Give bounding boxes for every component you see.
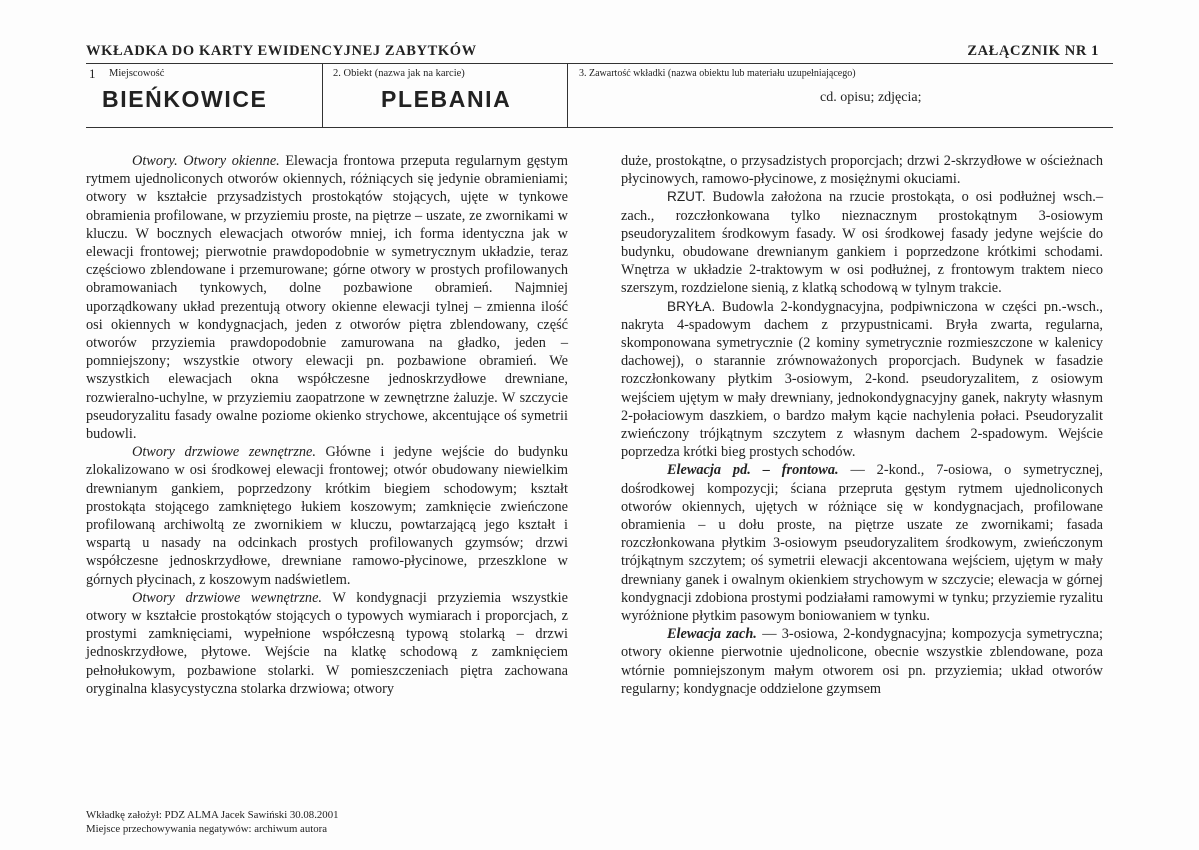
heading-south-elevation: Elewacja pd. – frontowa. <box>667 462 839 479</box>
paragraph-openings-windows <box>86 152 568 443</box>
heading-interior-doors: Otwory drzwiowe wewnętrzne. <box>132 589 323 606</box>
paragraph-exterior-doors <box>86 443 568 589</box>
paragraph-south-elevation <box>621 461 1103 625</box>
footer-negatives-location: Miejsce przechowywania negatywów: archiwum autora <box>86 823 328 835</box>
heading-massing: BRYŁA. <box>667 298 716 314</box>
header-bottom-rule <box>86 127 1113 128</box>
left-column <box>86 152 568 698</box>
field-divider-2 <box>567 63 568 127</box>
field-3-label: 3. Zawartość wkładki (nazwa obiektu lub materiału uzupełniającego) <box>579 68 856 79</box>
text-massing: Budowla 2-kondygnacyjna, podpiwniczona w części pn.-wsch., nakryta 4-spadowym dachem z przypustnicami. Bryła zwarta, regularna, skomponowana symetrycznie (2 kominy symetrycznie rozmieszczone w kalenicy dachowej), o starannie zrównoważonych proporcjach. Budynek w fasadzie rozczłonkowany płytkim 3-osiowym, 2-kond. pseudoryzalitem, z osiowym wejściem ujętym w mały drewniany, jednokondygnacyjny ganek, nakryty własnym 2-połaciowym daszkiem, o bardzo małym kącie nachylenia połaci. Pseudoryzalit zwieńczony trójkątnym szczytem z własnym dachem 2-spadowym. Wejście poprzedza krótki bieg prostych schodów. <box>621 298 1103 461</box>
heading-exterior-doors: Otwory drzwiowe zewnętrzne. <box>132 444 316 461</box>
field-divider-1 <box>322 63 323 127</box>
header-top-rule <box>86 63 1113 64</box>
insert-content-value: cd. opisu; zdjęcia; <box>820 90 922 105</box>
text-interior-doors: W kondygnacji przyziemia wszystkie otwory w kształcie prostokątów stojących o typowych wymiarach i proporcjach, z prostymi zamknięciami, wypełnione współczesną typową stolarką – drzwi jednoskrzydłowe, płytowe. Wejście na klatkę schodową z zamknięciem pełnołukowym, pozbawione stolarki. W pomieszczeniach piętra zachowana oryginalna klasycystyczna stolarka drzwiowa; otwory <box>86 589 569 697</box>
paragraph-continuation: duże, prostokątne, o przysadzistych proporcjach; drzwi 2-skrzydłowe w ościeżnach płycinowych, ramowo-płycinowe, z mosiężnymi okuciami. <box>621 153 1103 188</box>
text-openings-windows: Elewacja frontowa przeputa regularnym gęstym rytmem ujednoliconych otworów okiennych, różniących się jedynie obramieniami; otwory w kształcie przysadzistych prostokątów stojących, ujęte w tynkowe obramienia profilowane, w przyziemiu proste, na piętrze – uszate, ze zwornikami w kluczu. W bocznych elewacjach otworów mniej, ich forma identyczna jak w elewacji frontowej; pierwotnie prawdopodobnie w symetrycznym układzie, teraz częściowo zblendowane i przemurowane; górne otwory w prostych profilowanych obramowaniach tynkowych, dolne pozbawione obramień. Najmniej uporządkowany układ prezentują otwory okienne elewacji tylnej – zmienna ilość osi okiennych w kondygnacjach, jeden z otworów piętra zblendowany, część otworów przyziemia prawdopodobnie zamurowana na gładko, jeden – pomniejszony; wszystkie otwory elewacji pn. pozbawione obramień. We wszystkich elewacjach okna współczesne jednoskrzydłowe drewniane, rozwieralno-uchylne, w przyziemiu zaopatrzone w zewnętrzne żaluzje. W szczycie pseudoryzalitu fasady owalne poziome okienko strychowe, akcentujące oś symetrii budowli. <box>86 153 569 443</box>
object-value: PLEBANIA <box>381 86 512 112</box>
paragraph-massing <box>621 298 1103 462</box>
right-column <box>621 152 1103 698</box>
paragraph-west-elevation <box>621 625 1103 698</box>
card-title: WKŁADKA DO KARTY EWIDENCYJNEJ ZABYTKÓW <box>86 43 477 59</box>
field-1-label: Miejscowość <box>109 68 165 79</box>
text-west-elevation: — 3-osiowa, 2-kondygnacyjna; kompozycja symetryczna; otwory okienne pierwotnie ujednolicone, obecnie wszystkie zblendowane, poza wtórnie pomniejszonym małym otworem osi pn. przyziemia; układ otworów regularny; kondygnacje oddzielone gzymsem <box>621 626 1103 697</box>
text-exterior-doors: Główne i jedyne wejście do budynku zlokalizowano w osi środkowej elewacji frontowej; otwór obudowany niewielkim drewnianym gankiem, poprzedzony krótkim biegiem schodowym; kształt prostokąta stojącego zamkniętego łukiem koszowym; zamknięcie zwieńczone profilowaną archiwoltą ze zwornikiem w kluczu, powtarzającą jego kształt i wspartą u nasady na odcinkach prostych profilowanych gzymsów; drzwi współczesne jednoskrzydłowe, drewniane ramowo-płycinowe, przeszklone w górnych płycinach, z koszowym nadświetlem. <box>86 444 568 588</box>
heading-west-elevation: Elewacja zach. <box>667 626 757 643</box>
footer-author: Wkładkę założył: PDZ ALMA Jacek Sawiński 30.08.2001 <box>86 809 339 821</box>
field-1-number: 1 <box>89 66 96 81</box>
text-south-elevation: — 2-kond., 7-osiowa, o symetrycznej, dośrodkowej kompozycji; ściana przepruta gęstym rytmem ujednoliconych otworów okiennych, ujętych w różniące się w kondygnacjach, profilowane obramienia – u dołu proste, na piętrze uszate ze zwornikami; fasada rozczłonkowana płytkim 3-osiowym pseudoryzalitem środkowym, zwieńczonym trójkątnym szczytem; oś symetrii elewacji akcentowana wejściem, ujętym w mały drewniany ganek i owalnym okienkiem strychowym w szczycie; elewacja w górnej kondygnacji zdobiona prostymi podziałami ramowymi w tynku; przyziemie ryzalitu wyróżnione płytkim pasowym boniowaniem w tynku. <box>621 462 1104 625</box>
annex-label: ZAŁĄCZNIK NR 1 <box>967 43 1099 59</box>
locality-value: BIEŃKOWICE <box>102 86 268 112</box>
paragraph-interior-doors <box>86 589 568 698</box>
heading-plan: RZUT. <box>667 189 706 205</box>
text-plan: Budowla założona na rzucie prostokąta, o osi podłużnej wsch.– zach., rozczłonkowana tylko nieznacznym prostokątnym 3-osiowym pseudoryzalitem środkowym fasady. W osi środkowej fasady jedyne wejście do budynku, obudowane drewnianym gankiem i poprzedzone krótkimi schodami. Wnętrza w układzie 2-traktowym w osi podłużnej, z frontowym traktem nieco szerszym, rozdzielone sienią, z klatką schodową w tylnym trakcie. <box>621 189 1103 297</box>
paragraph-plan <box>621 188 1103 297</box>
field-2-label: 2. Obiekt (nazwa jak na karcie) <box>333 68 465 79</box>
heading-openings-windows: Otwory. Otwory okienne. <box>132 153 280 169</box>
